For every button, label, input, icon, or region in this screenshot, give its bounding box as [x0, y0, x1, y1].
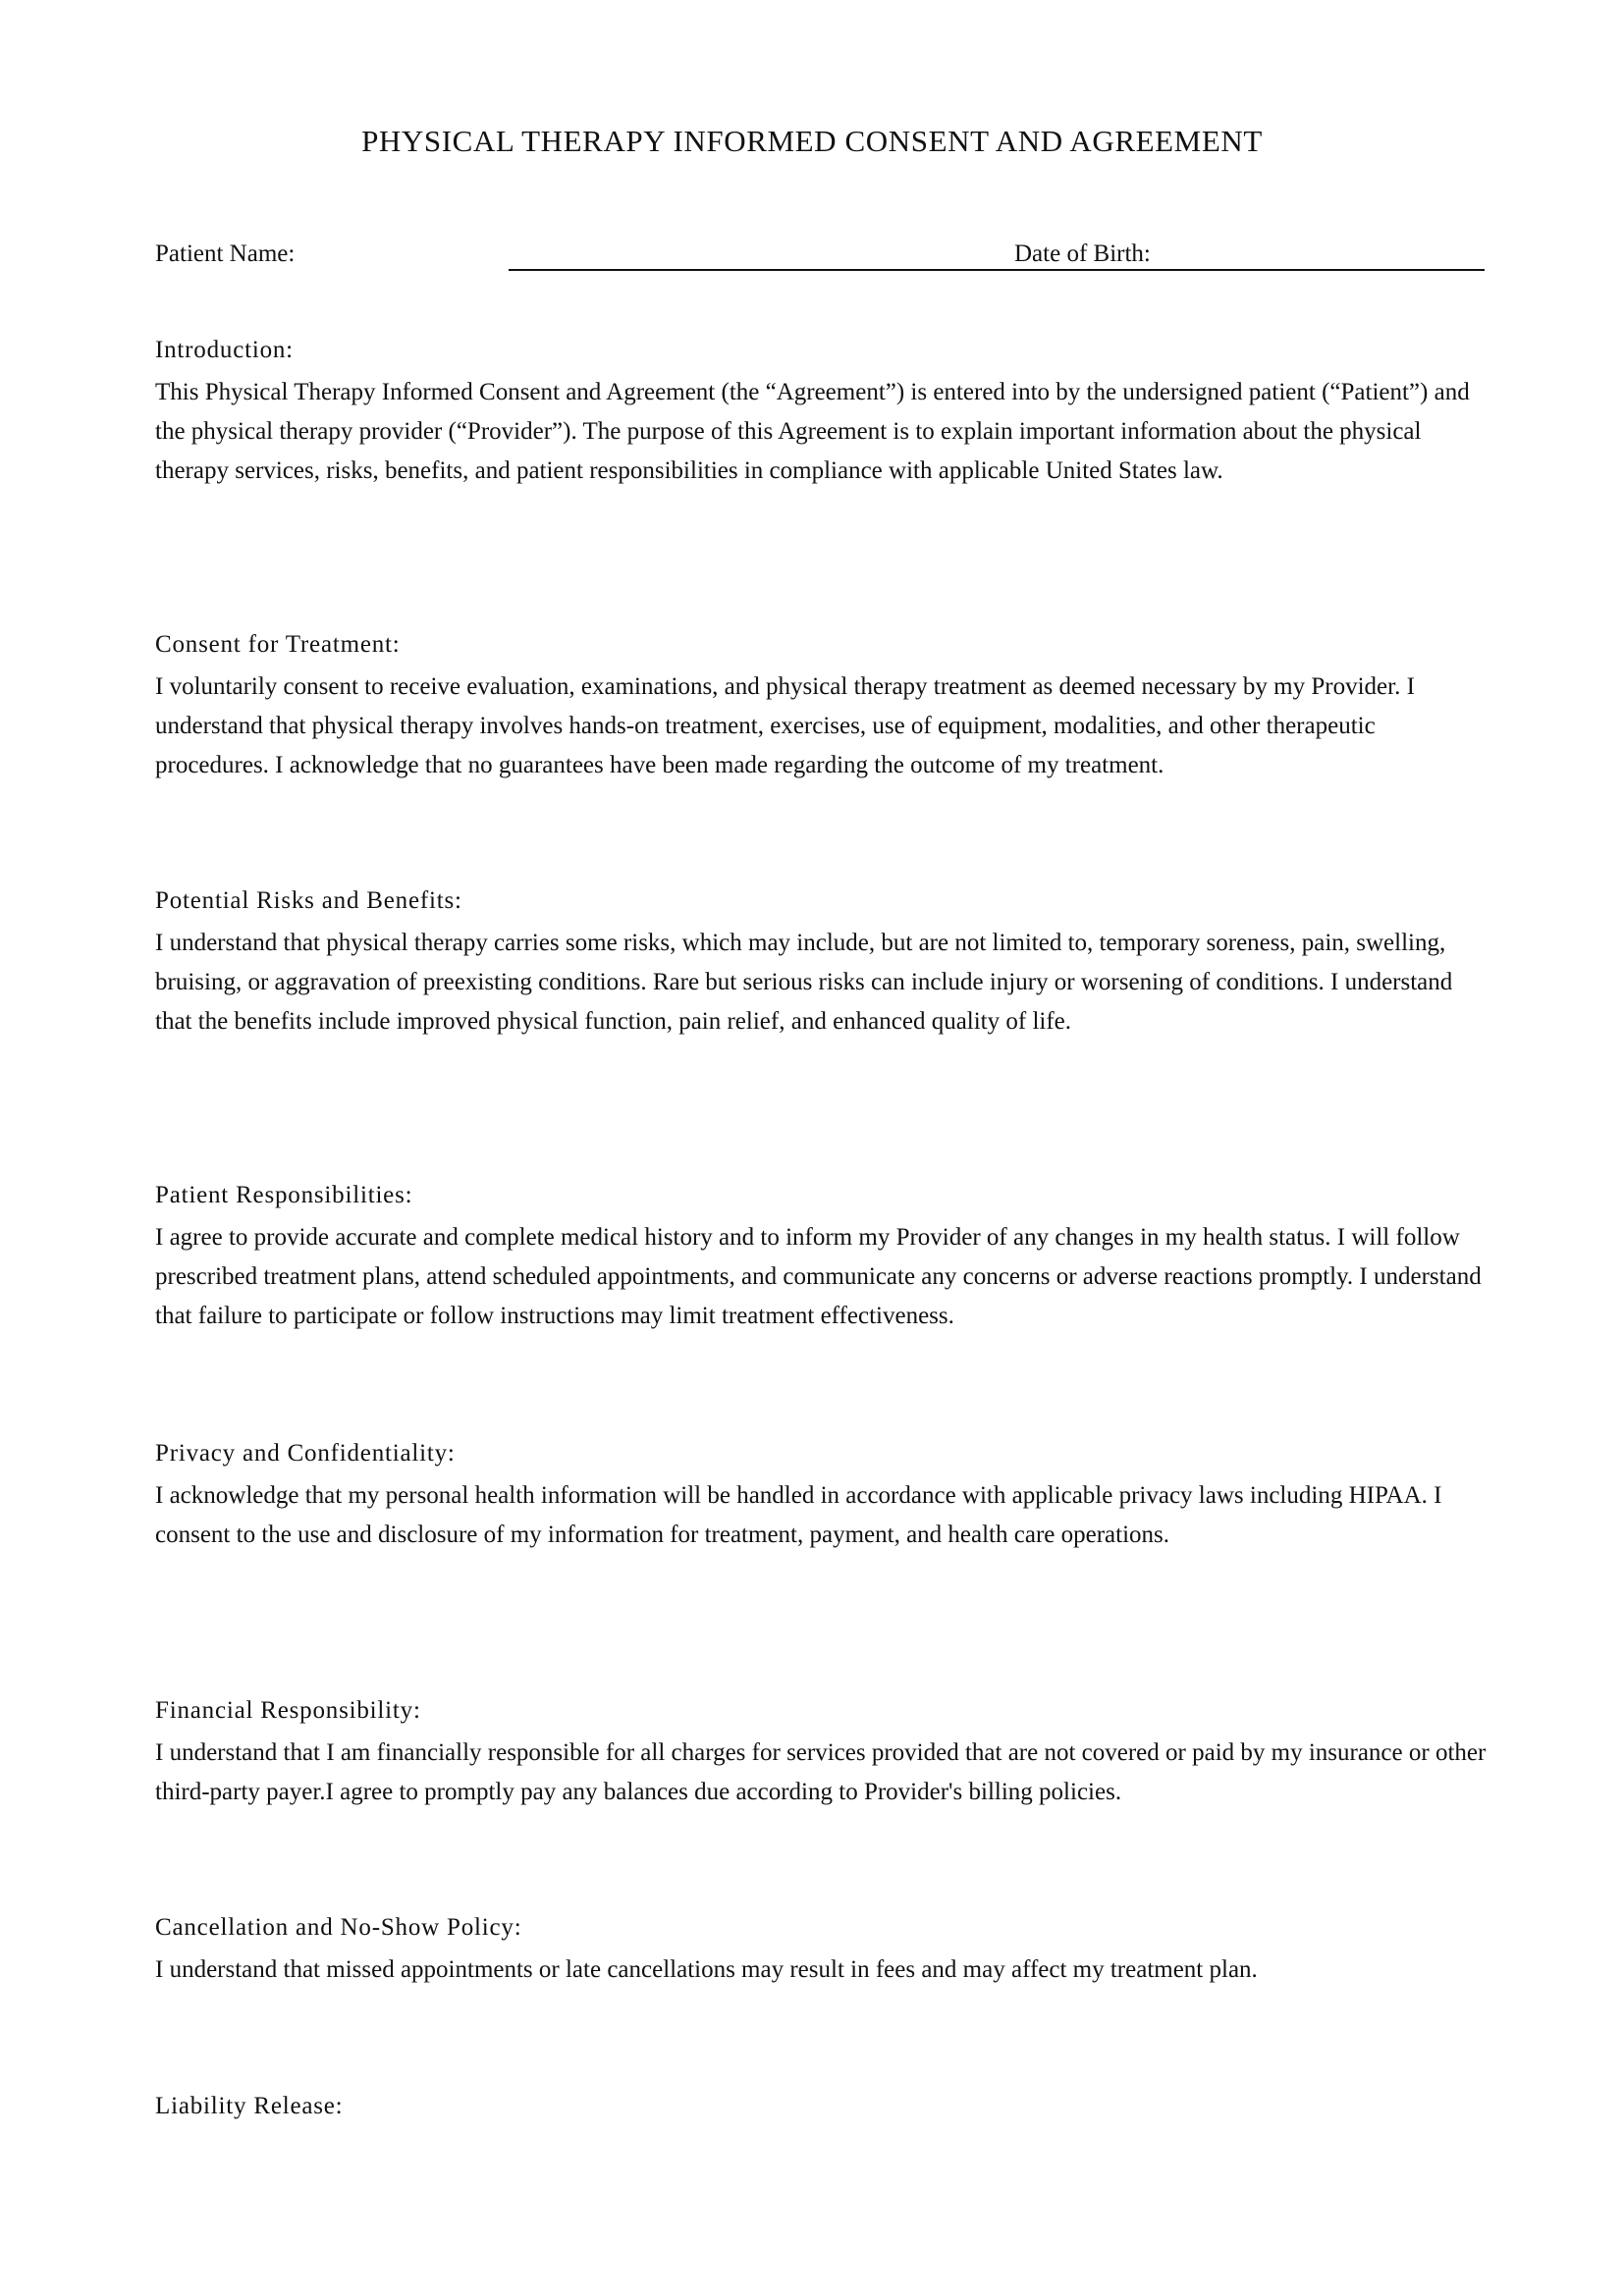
section-heading: Privacy and Confidentiality:: [155, 1440, 456, 1467]
section-body: I voluntarily consent to receive evaluation, examinations, and physical therapy treatment as deemed necessary by my Provider. I understand that physical therapy involves hands-on treatment, exercises, use of equipment, modalities, and other therapeutic procedures. I acknowledge that no guarantees have been made regarding the outcome of my treatment.: [155, 673, 1415, 778]
section-body: This Physical Therapy Informed Consent and Agreement (the “Agreement”) is entered into by the undersigned patient (“Patient”) and the physical therapy provider (“Provider”). The purpose of this Agreement is to explain important information about the physical therapy services, risks, benefits, and patient responsibilities in compliance with applicable United States law.: [155, 379, 1470, 484]
patient-name-line: [509, 269, 1011, 271]
section-risks: [155, 886, 1490, 1041]
section-heading: Potential Risks and Benefits:: [155, 887, 462, 914]
section-consent: [155, 630, 1490, 785]
patient-name-label: Patient Name:: [155, 240, 296, 267]
section-responsibilities: [155, 1181, 1490, 1336]
section-body: I understand that I am financially responsible for all charges for services provided that are not covered or paid by my insurance or other third-party payer.I agree to promptly pay any balances due according to Provider's billing policies.: [155, 1739, 1487, 1805]
section-privacy: [155, 1439, 1490, 1555]
dob-line: [1011, 269, 1485, 271]
section-heading: Patient Responsibilities:: [155, 1182, 413, 1208]
section-body: I agree to provide accurate and complete medical history and to inform my Provider of any changes in my health status. I will follow prescribed treatment plans, attend scheduled appointments, and communicate any concerns or adverse reactions promptly. I understand that failure to participate or follow instructions may limit treatment effectiveness.: [155, 1224, 1482, 1329]
section-body: I acknowledge that my personal health information will be handled in accordance with applicable privacy laws including HIPAA. I consent to the use and disclosure of my information for treatment, payment, and health care operations.: [155, 1482, 1442, 1548]
section-heading: Financial Responsibility:: [155, 1697, 421, 1724]
section-body: I understand that physical therapy carries some risks, which may include, but are not limited to, temporary soreness, pain, swelling, bruising, or aggravation of preexisting conditions. Rare but serious risks can include injury or worsening of conditions. I understand that the benefits include improved physical function, pain relief, and enhanced quality of life.: [155, 930, 1453, 1035]
section-heading: Cancellation and No-Show Policy:: [155, 1914, 522, 1941]
section-cancellation: [155, 1913, 1490, 1990]
dob-label: Date of Birth:: [1014, 240, 1151, 267]
section-heading: Introduction:: [155, 337, 294, 363]
section-body: I understand that missed appointments or late cancellations may result in fees and may affect my treatment plan.: [155, 1956, 1258, 1983]
section-introduction: [155, 336, 1490, 491]
section-heading: Liability Release:: [155, 2093, 344, 2119]
section-liability: [155, 2092, 1490, 2129]
section-heading: Consent for Treatment:: [155, 631, 401, 658]
section-financial: [155, 1696, 1490, 1812]
document-title: PHYSICAL THERAPY INFORMED CONSENT AND AGREEMENT: [361, 124, 1263, 158]
